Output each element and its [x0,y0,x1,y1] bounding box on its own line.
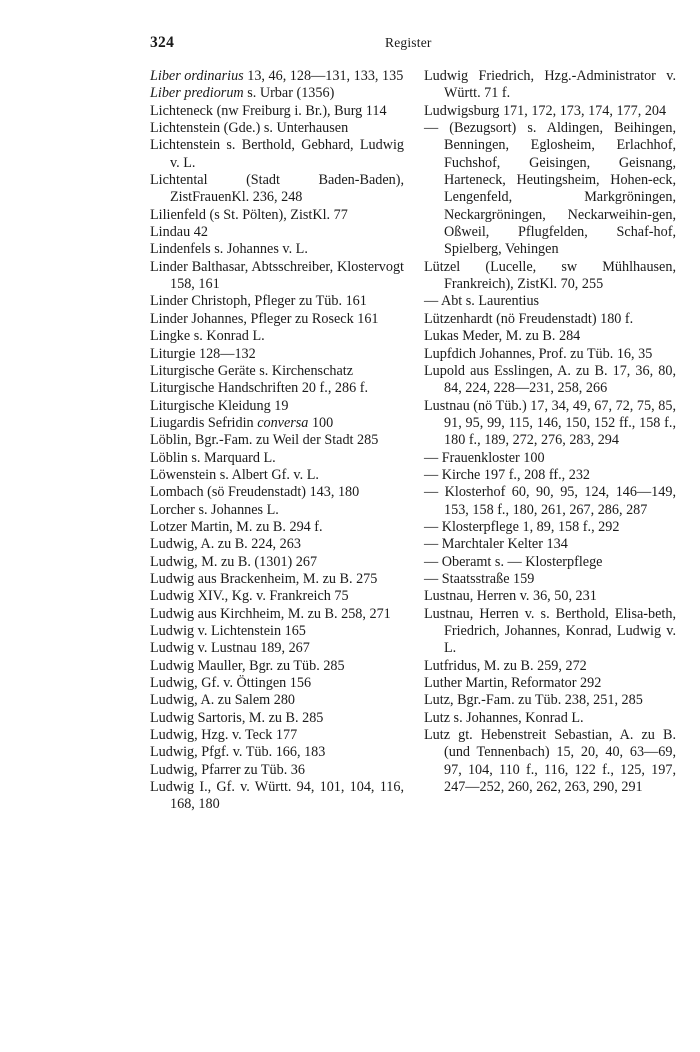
index-entry-text: 100 [308,414,334,431]
index-entry [424,554,676,571]
index-entry [150,172,404,207]
index-entry [424,120,676,259]
index-entry-text: Lupold aus Esslingen, A. zu B. 17, 36, 80, 84, 224, 228—231, 258, 266 [424,362,676,397]
index-entry [424,692,676,709]
index-entry-text: Lingke s. Konrad L. [150,328,265,345]
index-entry-text: Lustnau, Herren v. s. Berthold, Elisa-beth, Friedrich, Johannes, Konrad, Ludwig v. L. [424,605,676,657]
index-column-left [150,68,404,814]
index-entry-text: Liturgische Kleidung 19 [150,397,289,414]
index-entry-text: Lustnau, Herren v. 36, 50, 231 [424,588,597,605]
index-entry [424,484,676,519]
index-entry [150,519,404,536]
index-entry [150,398,404,415]
index-entry-text: Ludwig, Pfarrer zu Tüb. 36 [150,761,305,778]
page-header [150,34,550,56]
index-entry [150,727,404,744]
index-entry [424,519,676,536]
index-entry-text: Lilienfeld (s St. Pölten), ZistKl. 77 [150,206,348,223]
index-entry-text: — Klosterhof 60, 90, 95, 124, 146—149, 153, 158 f., 180, 261, 267, 286, 287 [424,484,676,518]
index-entry-text: Lichteneck (nw Freiburg i. Br.), Burg 114 [150,102,387,119]
index-entry-text: Lutz, Bgr.-Fam. zu Tüb. 238, 251, 285 [424,692,643,709]
index-entry-text: Lindenfels s. Johannes v. L. [150,241,308,258]
index-entry-text: Lorcher s. Johannes L. [150,501,279,518]
index-entry-text: — (Bezugsort) s. Aldingen, Beihingen, Benningen, Eglosheim, Erlachhof, Fuchshof, Geisingen, Geisnang, Harteneck, Heutingsheim, Hohen-eck, Lengenfeld, Markgröningen, Neckargröningen, Neckarweihin-gen, Oßweil, Pflugfelden, Schaf-hof, Spielberg, Vehingen [424,120,676,258]
index-entry-text: Lombach (sö Freudenstadt) 143, 180 [150,484,360,501]
index-entry [424,328,676,345]
index-entry [150,710,404,727]
index-entry [150,207,404,224]
index-entry [150,432,404,449]
index-entry [424,710,676,727]
index-entry [424,346,676,363]
page-number: 324 [150,34,175,51]
index-entry [150,259,404,294]
index-entry [150,380,404,397]
index-entry [150,120,404,137]
index-entry-text: Linder Johannes, Pfleger zu Roseck 161 [150,310,379,327]
index-entry-text: Liugardis Sefridin [150,414,258,431]
index-entry [150,293,404,310]
index-entry [424,467,676,484]
index-entry [150,502,404,519]
index-entry-text: Lutfridus, M. zu B. 259, 272 [424,657,587,674]
index-entry-text: — Marchtaler Kelter 134 [424,536,568,553]
index-entry [150,363,404,380]
index-entry-text: Linder Christoph, Pfleger zu Tüb. 161 [150,293,367,310]
index-entry-text: Lupfdich Johannes, Prof. zu Tüb. 16, 35 [424,345,653,362]
index-entry-text: 13, 46, 128—131, 133, 135 [243,68,404,84]
index-entry-text: Liturgische Geräte s. Kirchenschatz [150,362,354,379]
index-entry-text: Ludwig, Gf. v. Öttingen 156 [150,675,312,692]
index-entry [424,363,676,398]
index-entry [424,68,676,103]
index-entry-text: — Frauenkloster 100 [424,449,545,466]
index-entry [424,588,676,605]
index-entry [150,536,404,553]
index-entry [424,536,676,553]
index-entry [424,398,676,450]
index-entry [150,588,404,605]
index-entry-text: — Staatsstraße 159 [424,570,535,587]
index-entry-text: Lustnau (nö Tüb.) 17, 34, 49, 67, 72, 75, 85, 91, 95, 99, 115, 146, 150, 152 ff., 158 f., 180 f., 189, 272, 276, 283, 294 [424,397,676,449]
index-entry [150,224,404,241]
index-entry [150,328,404,345]
index-entry-text: Ludwig, A. zu B. 224, 263 [150,536,301,553]
index-entry-text: Lindau 42 [150,224,208,241]
index-entry-text: Ludwig, M. zu B. (1301) 267 [150,553,318,570]
index-entry [150,467,404,484]
index-entry [424,606,676,658]
index-entry-text: Ludwigsburg 171, 172, 173, 174, 177, 204 [424,102,667,119]
index-entry-text: Ludwig Friedrich, Hzg.-Administrator v. Württ. 71 f. [424,68,676,102]
index-entry-text: Linder Balthasar, Abtsschreiber, Klostervogt 158, 161 [150,258,404,293]
index-entry [424,658,676,675]
index-entry [150,692,404,709]
index-entry-text: Lutz s. Johannes, Konrad L. [424,709,584,726]
index-entry [150,571,404,588]
index-entry-text: — Klosterpflege 1, 89, 158 f., 292 [424,518,620,535]
index-entry-text: — Abt s. Laurentius [424,293,540,310]
index-entry-term: Liber ordinarius [150,68,244,84]
index-entry [424,450,676,467]
index-entry-text: Ludwig v. Lustnau 189, 267 [150,640,310,657]
index-column-right [424,68,676,796]
index-entry-text: Liturgische Handschriften 20 f., 286 f. [150,380,369,397]
index-entry-text: Lützel (Lucelle, sw Mühlhausen, Frankreich), ZistKl. 70, 255 [424,258,676,293]
index-entry [150,640,404,657]
index-entry [150,311,404,328]
running-head: Register [385,35,432,50]
index-entry [150,137,404,172]
index-entry-text: Ludwig aus Kirchheim, M. zu B. 258, 271 [150,605,391,622]
index-entry-italic: conversa [257,414,309,431]
index-entry-text: Ludwig Mauller, Bgr. zu Tüb. 285 [150,657,345,674]
index-entry [150,744,404,761]
index-entry [424,259,676,294]
index-entry [150,450,404,467]
index-entry-text: — Oberamt s. — Klosterpflege [424,553,603,570]
index-entry [424,103,676,120]
index-entry [150,241,404,258]
index-entry-text: Lichtenstein (Gde.) s. Unterhausen [150,120,349,137]
index-entry-text: Lichtental (Stadt Baden-Baden), ZistFrauenKl. 236, 248 [150,172,404,206]
index-entry-text: Lützenhardt (nö Freudenstadt) 180 f. [424,310,634,327]
index-entry [424,675,676,692]
index-entry [150,85,404,102]
index-entry-text: Ludwig XIV., Kg. v. Frankreich 75 [150,588,349,605]
index-entry-text: Liturgie 128—132 [150,345,256,362]
index-entry [150,658,404,675]
index-entry-text: Lotzer Martin, M. zu B. 294 f. [150,518,323,535]
index-entry-text: Lutz gt. Hebenstreit Sebastian, A. zu B. (und Tennenbach) 15, 20, 40, 63—69, 97, 104, 110 f., 116, 122 f., 125, 197, 247—252, 260, 262, 263, 290, 291 [424,727,676,796]
index-entry-text: Ludwig I., Gf. v. Württ. 94, 101, 104, 116, 168, 180 [150,779,404,813]
index-entry-text: Lukas Meder, M. zu B. 284 [424,328,581,345]
index-entry [150,554,404,571]
index-entry-text: Löblin, Bgr.-Fam. zu Weil der Stadt 285 [150,432,379,449]
index-entry-text: Löwenstein s. Albert Gf. v. L. [150,466,319,483]
index-entry-text: Ludwig, A. zu Salem 280 [150,692,296,709]
index-entry-text: s. Urbar (1356) [243,85,335,102]
index-entry [424,727,676,796]
index-entry [150,675,404,692]
index-entry [150,779,404,814]
index-entry [424,571,676,588]
index-entry-text: Ludwig v. Lichtenstein 165 [150,623,306,639]
index-entry-term: Liber prediorum [150,85,244,102]
index-entry [150,606,404,623]
index-entry [150,103,404,120]
index-entry [150,415,404,432]
index-entry-text: Ludwig aus Brackenheim, M. zu B. 275 [150,570,378,587]
index-entry-text: — Kirche 197 f., 208 ff., 232 [424,466,591,483]
index-entry-text: Ludwig, Pfgf. v. Tüb. 166, 183 [150,744,326,761]
index-entry-text: Lichtenstein s. Berthold, Gebhard, Ludwig v. L. [150,137,404,171]
index-entry [150,346,404,363]
index-entry [424,311,676,328]
index-entry-text: Ludwig, Hzg. v. Teck 177 [150,727,298,744]
index-entry [150,762,404,779]
index-entry-text: Ludwig Sartoris, M. zu B. 285 [150,709,324,726]
index-entry [150,484,404,501]
index-entry-text: Luther Martin, Reformator 292 [424,675,602,692]
index-entry [424,293,676,310]
index-entry-text: Löblin s. Marquard L. [150,449,276,466]
index-entry [150,68,404,85]
index-entry [150,623,404,640]
